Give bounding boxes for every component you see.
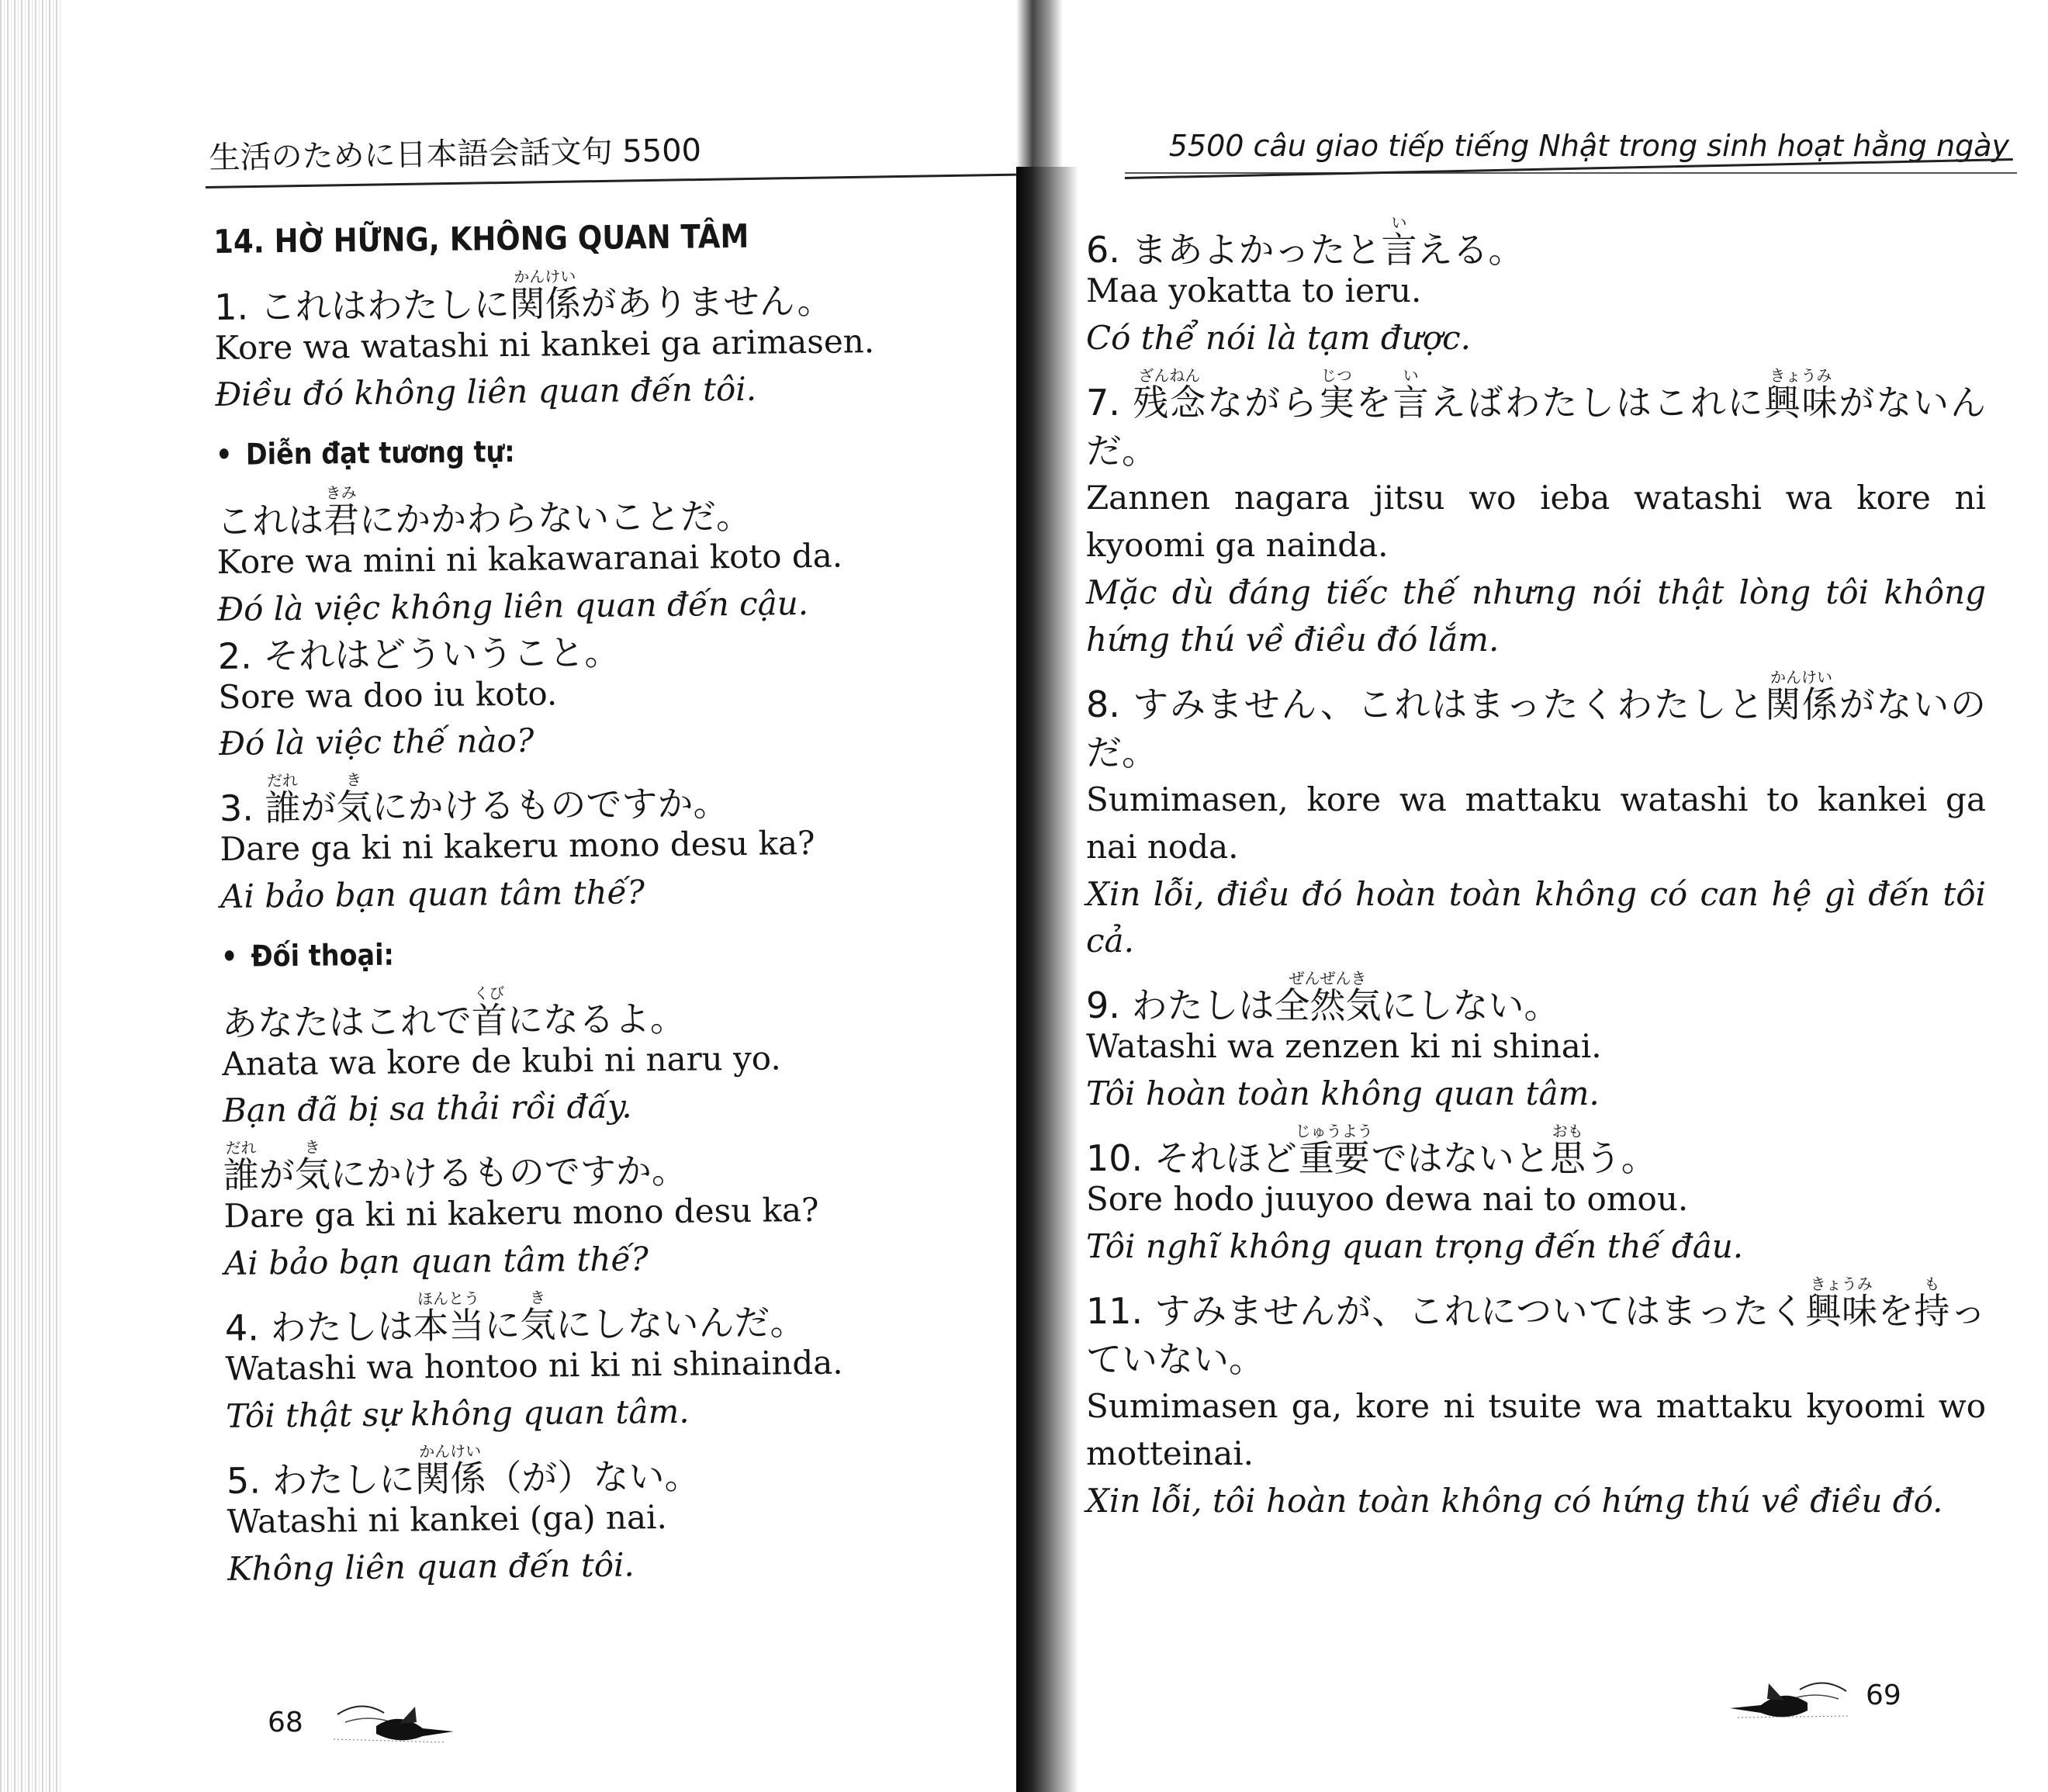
entry-romaji: Sore hodo juuyoo dewa nai to omou. xyxy=(1086,1180,1689,1219)
entry-japanese: あなたはこれで首くびになるよ。 xyxy=(221,983,687,1044)
entry-vietnamese: Xin lỗi, tôi hoàn toàn không có hứng thú về điều đó. xyxy=(1086,1481,1943,1520)
entry-romaji: Sumimasen, kore wa mattaku watashi to kankei ga nai noda. xyxy=(1086,780,1986,866)
entry-8 xyxy=(1086,669,1986,966)
entry-japanese: 2. それはどういうこと。 xyxy=(217,631,621,677)
entry-vietnamese: Không liên quan đến tôi. xyxy=(227,1545,635,1588)
dialogue-2 xyxy=(223,1132,1008,1288)
entry-7 xyxy=(1086,367,1986,664)
entry-romaji: Sore wa doo iu koto. xyxy=(218,673,558,716)
binding-shadow xyxy=(1016,167,1078,1792)
section-title: 14. HỜ HỮNG, KHÔNG QUAN TÂM xyxy=(213,216,749,261)
entry-japanese: 7. 残念ざんねんながら実じつを言いえばわたしはこれに興味きょうみがないんだ。 xyxy=(1086,365,1986,472)
entry-vietnamese: Mặc dù đáng tiếc thế nhưng nói thật lòng tôi không hứng thú về điều đó lắm. xyxy=(1086,573,1986,659)
entry-romaji: Anata wa kore de kubi ni naru yo. xyxy=(222,1038,781,1083)
entry-japanese: 1. これはわたしに関係かんけいがありません。 xyxy=(213,266,833,328)
similar-1 xyxy=(216,477,1002,633)
entry-japanese: 10. それほど重要じゅうようではないと思おもう。 xyxy=(1086,1122,1657,1180)
entry-1 xyxy=(214,263,999,419)
entry-vietnamese: Tôi nghĩ không quan trọng đến thế đâu. xyxy=(1086,1226,1744,1265)
page-number-right: 69 xyxy=(1866,1680,1901,1711)
running-header-right: 5500 câu giao tiếp tiếng Nhật trong sinh hoạt hằng ngày xyxy=(1168,129,2009,163)
right-page xyxy=(1016,0,2048,1792)
entry-vietnamese: Ai bảo bạn quan tâm thế? xyxy=(220,873,645,916)
entry-vietnamese: Có thể nói là tạm được. xyxy=(1086,318,1472,357)
entry-romaji: Sumimasen ga, kore ni tsuite wa mattaku kyoomi wo motteinai. xyxy=(1086,1387,1986,1472)
entry-3 xyxy=(219,765,1004,921)
binding-shadow-top xyxy=(1016,0,1063,167)
entry-romaji: Maa yokatta to ieru. xyxy=(1086,272,1422,310)
page-edge-scan-artifact xyxy=(0,0,61,1792)
entry-japanese: 11. すみませんが、これについてはまったく興味きょうみを持もっていない。 xyxy=(1086,1274,1987,1380)
running-header-left: 生活のために日本語会話文句 5500 xyxy=(209,133,702,177)
entry-vietnamese: Ai bảo bạn quan tâm thế? xyxy=(223,1240,649,1283)
entry-japanese: 8. すみません、これはまったくわたしと関係かんけいがないのだ。 xyxy=(1086,667,1986,773)
bird-ornament-icon xyxy=(330,1691,462,1753)
entry-japanese: これは君きみにかかわらないことだ。 xyxy=(216,483,752,542)
entry-japanese: 9. わたしは全然気ぜんぜんきにしない。 xyxy=(1086,969,1560,1027)
entry-japanese: 3. 誰だれが気きにかけるものですか。 xyxy=(219,770,729,830)
entry-vietnamese: Đó là việc không liên quan đến cậu. xyxy=(216,583,809,628)
dialogue-label: • Đối thoại: xyxy=(220,937,395,974)
entry-vietnamese: Tôi thật sự không quan tâm. xyxy=(225,1392,690,1435)
entry-romaji: Zannen nagara jitsu wo ieba watashi wa kore ni kyoomi ga nainda. xyxy=(1086,478,1986,564)
entry-vietnamese: Tôi hoàn toàn không quan tâm. xyxy=(1086,1074,1600,1113)
entry-romaji: Dare ga ki ni kakeru mono desu ka? xyxy=(223,1191,819,1236)
entry-japanese: 誰だれが気きにかけるものですか。 xyxy=(223,1137,688,1197)
entry-vietnamese: Đó là việc thế nào? xyxy=(218,721,534,763)
page-number-left: 68 xyxy=(268,1707,303,1738)
entry-11 xyxy=(1086,1275,1986,1525)
left-page-content xyxy=(213,213,1011,1594)
entry-japanese: 5. わたしに関係かんけい（が）ない。 xyxy=(226,1441,701,1502)
entry-2 xyxy=(218,630,1003,768)
entry-6 xyxy=(1086,214,1986,362)
entry-japanese: 6. まあよかったと言いえる。 xyxy=(1086,213,1524,271)
entry-vietnamese: Bạn đã bị sa thải rồi đấy. xyxy=(222,1087,632,1130)
similar-expressions-label: • Diễn đạt tương tự: xyxy=(215,434,515,472)
bird-ornament-icon xyxy=(1714,1668,1854,1730)
entry-japanese: 4. わたしは本当ほんとうに気きにしないんだ。 xyxy=(224,1288,806,1349)
left-page xyxy=(0,0,1016,1792)
entry-romaji: Kore wa mini ni kakawaranai koto da. xyxy=(216,536,843,581)
entry-romaji: Watashi wa zenzen ki ni shinai. xyxy=(1086,1027,1602,1066)
entry-romaji: Kore wa watashi ni kankei ga arimasen. xyxy=(214,321,875,367)
entry-romaji: Watashi wa hontoo ni ki ni shinainda. xyxy=(225,1343,843,1388)
dialogue-1 xyxy=(221,979,1006,1135)
entry-romaji: Watashi ni kankei (ga) nai. xyxy=(227,1497,668,1541)
entry-10 xyxy=(1086,1123,1986,1271)
entry-romaji: Dare ga ki ni kakeru mono desu ka? xyxy=(220,824,815,869)
right-page-content xyxy=(1086,209,1986,1527)
entry-9 xyxy=(1086,970,1986,1118)
entry-5 xyxy=(227,1437,1012,1593)
entry-vietnamese: Điều đó không liên quan đến tôi. xyxy=(215,370,757,414)
entry-vietnamese: Xin lỗi, điều đó hoàn toàn không có can hệ gì đến tôi cả. xyxy=(1086,874,1986,960)
entry-4 xyxy=(224,1284,1009,1440)
